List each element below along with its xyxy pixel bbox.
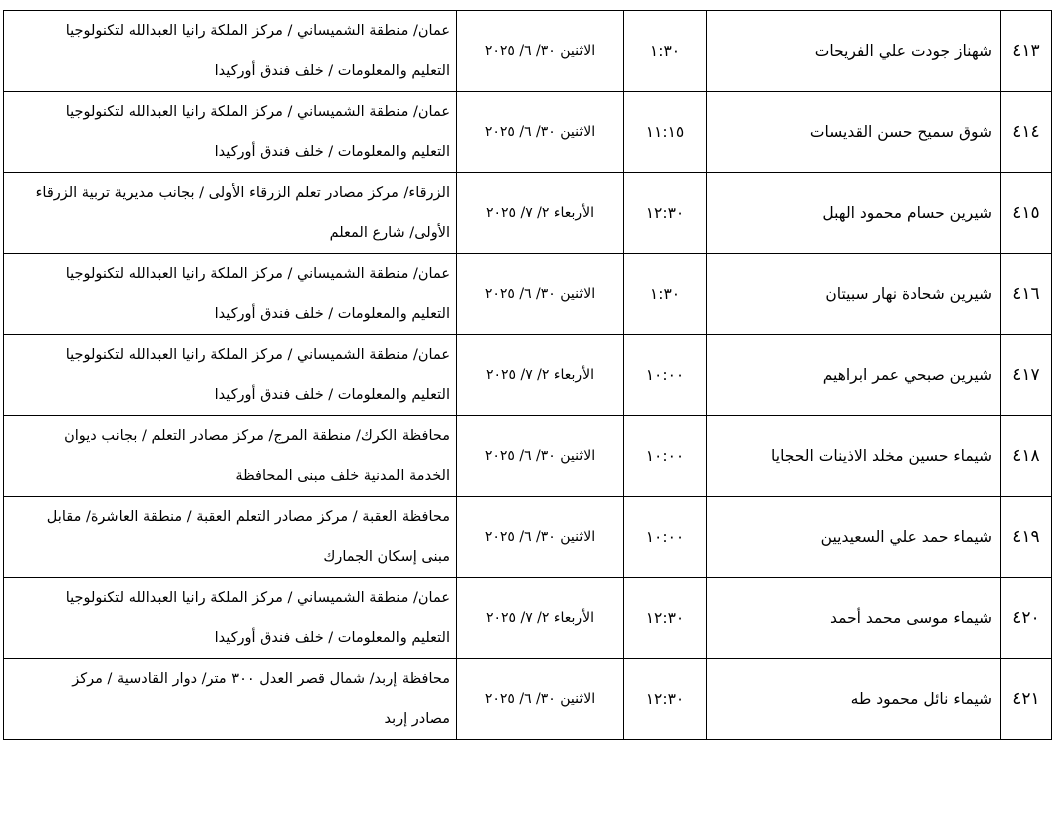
- applicant-name: شيرين صبحي عمر ابراهيم: [707, 335, 1001, 416]
- location-line: محافظة العقبة / مركز مصادر التعلم العقبة / منطقة العاشرة/ مقابل: [46, 509, 450, 525]
- exam-location: [4, 11, 457, 92]
- schedule-table-body: [4, 11, 1052, 740]
- row-number: ٤١٨: [1001, 416, 1052, 497]
- location-line: عمان/ منطقة الشميساني / مركز الملكة رانيا العبدالله لتكنولوجيا: [65, 590, 450, 606]
- table-row: [4, 11, 1052, 92]
- exam-location: [4, 416, 457, 497]
- row-number: ٤١٣: [1001, 11, 1052, 92]
- location-line: التعليم والمعلومات / خلف فندق أوركيدا: [214, 63, 450, 79]
- appointment-date: الأربعاء ٢/ ٧/ ٢٠٢٥: [457, 173, 624, 254]
- appointment-date: الاثنين ٣٠/ ٦/ ٢٠٢٥: [457, 416, 624, 497]
- location-line: التعليم والمعلومات / خلف فندق أوركيدا: [214, 306, 450, 322]
- location-line: محافظة الكرك/ منطقة المرج/ مركز مصادر التعلم / بجانب ديوان: [64, 428, 450, 444]
- appointment-time: ١٢:٣٠: [624, 578, 707, 659]
- row-number: ٤٢٠: [1001, 578, 1052, 659]
- exam-location: [4, 173, 457, 254]
- exam-location: [4, 335, 457, 416]
- row-number: ٤١٤: [1001, 92, 1052, 173]
- applicant-name: شيماء حسين مخلد الاذينات الحجايا: [707, 416, 1001, 497]
- appointment-date: الاثنين ٣٠/ ٦/ ٢٠٢٥: [457, 659, 624, 740]
- table-row: [4, 416, 1052, 497]
- location-line: التعليم والمعلومات / خلف فندق أوركيدا: [214, 144, 450, 160]
- appointment-date: الأربعاء ٢/ ٧/ ٢٠٢٥: [457, 578, 624, 659]
- schedule-table-container: [3, 10, 1052, 740]
- applicant-name: شيماء موسى محمد أحمد: [707, 578, 1001, 659]
- row-number: ٤١٩: [1001, 497, 1052, 578]
- exam-location: [4, 497, 457, 578]
- table-row: [4, 92, 1052, 173]
- appointment-time: ١٢:٣٠: [624, 659, 707, 740]
- exam-location: [4, 578, 457, 659]
- appointment-date: الاثنين ٣٠/ ٦/ ٢٠٢٥: [457, 11, 624, 92]
- table-row: [4, 173, 1052, 254]
- location-line: عمان/ منطقة الشميساني / مركز الملكة رانيا العبدالله لتكنولوجيا: [65, 104, 450, 120]
- appointment-date: الاثنين ٣٠/ ٦/ ٢٠٢٥: [457, 497, 624, 578]
- row-number: ٤١٦: [1001, 254, 1052, 335]
- location-line: مصادر إربد: [384, 711, 450, 727]
- location-line: عمان/ منطقة الشميساني / مركز الملكة رانيا العبدالله لتكنولوجيا: [65, 23, 450, 39]
- table-row: [4, 578, 1052, 659]
- applicant-name: شيرين شحادة نهار سبيتان: [707, 254, 1001, 335]
- location-line: الخدمة المدنية خلف مبنى المحافظة: [235, 468, 450, 484]
- applicant-name: شيماء حمد علي السعيديين: [707, 497, 1001, 578]
- table-row: [4, 659, 1052, 740]
- applicant-name: شوق سميح حسن القديسات: [707, 92, 1001, 173]
- location-line: مبنى إسكان الجمارك: [323, 549, 450, 565]
- exam-location: [4, 659, 457, 740]
- table-row: [4, 254, 1052, 335]
- appointment-time: ١٠:٠٠: [624, 416, 707, 497]
- row-number: ٤١٧: [1001, 335, 1052, 416]
- appointment-time: ١٢:٣٠: [624, 173, 707, 254]
- exam-location: [4, 254, 457, 335]
- appointment-time: ١١:١٥: [624, 92, 707, 173]
- location-line: التعليم والمعلومات / خلف فندق أوركيدا: [214, 387, 450, 403]
- location-line: الأولى/ شارع المعلم: [329, 225, 450, 241]
- applicant-name: شهناز جودت علي الفريحات: [707, 11, 1001, 92]
- location-line: محافظة إربد/ شمال قصر العدل ٣٠٠ متر/ دوار القادسية / مركز: [72, 671, 450, 687]
- location-line: عمان/ منطقة الشميساني / مركز الملكة رانيا العبدالله لتكنولوجيا: [65, 347, 450, 363]
- table-row: [4, 497, 1052, 578]
- applicant-name: شيماء نائل محمود طه: [707, 659, 1001, 740]
- appointment-date: الأربعاء ٢/ ٧/ ٢٠٢٥: [457, 335, 624, 416]
- applicant-name: شيرين حسام محمود الهبل: [707, 173, 1001, 254]
- row-number: ٤٢١: [1001, 659, 1052, 740]
- location-line: التعليم والمعلومات / خلف فندق أوركيدا: [214, 630, 450, 646]
- appointment-date: الاثنين ٣٠/ ٦/ ٢٠٢٥: [457, 92, 624, 173]
- location-line: عمان/ منطقة الشميساني / مركز الملكة رانيا العبدالله لتكنولوجيا: [65, 266, 450, 282]
- appointment-time: ١٠:٠٠: [624, 497, 707, 578]
- row-number: ٤١٥: [1001, 173, 1052, 254]
- appointment-time: ١٠:٠٠: [624, 335, 707, 416]
- schedule-table: [3, 10, 1052, 740]
- appointment-time: ١:٣٠: [624, 11, 707, 92]
- appointment-time: ١:٣٠: [624, 254, 707, 335]
- appointment-date: الاثنين ٣٠/ ٦/ ٢٠٢٥: [457, 254, 624, 335]
- table-row: [4, 335, 1052, 416]
- exam-location: [4, 92, 457, 173]
- location-line: الزرقاء/ مركز مصادر تعلم الزرقاء الأولى / بجانب مديرية تربية الزرقاء: [35, 185, 450, 201]
